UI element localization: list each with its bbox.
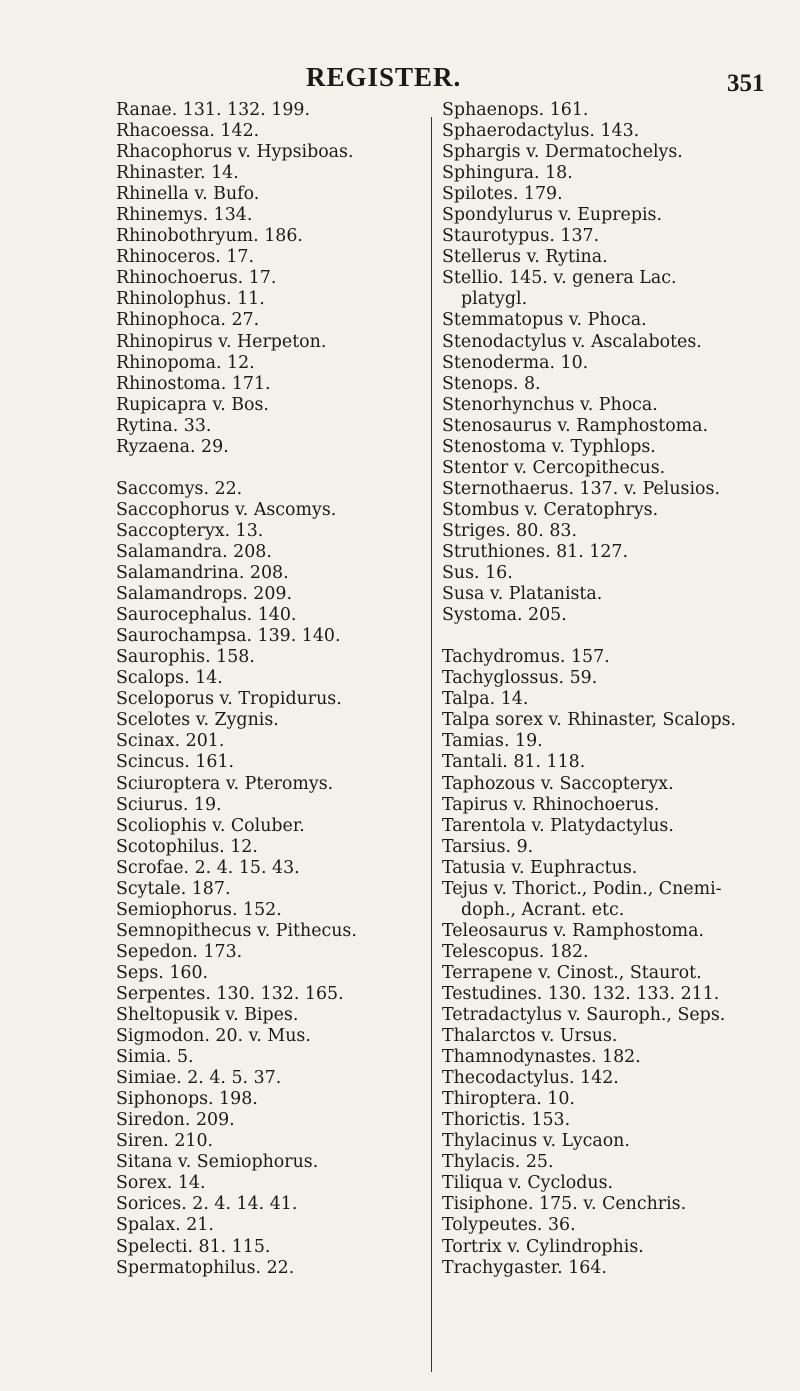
index-entry: Rhacoessa. 142. bbox=[116, 121, 260, 142]
index-entry: Rhinaster. 14. bbox=[116, 163, 239, 184]
index-entry: Spondylurus v. Euprepis. bbox=[442, 205, 662, 226]
index-entry: Rhinopirus v. Herpeton. bbox=[116, 331, 327, 352]
index-entry: Tolypeutes. 36. bbox=[442, 1215, 576, 1236]
index-entry: Susa v. Platanista. bbox=[442, 584, 603, 605]
index-entry: Sorices. 2. 4. 14. 41. bbox=[116, 1194, 298, 1215]
index-entry: Struthiones. 81. 127. bbox=[442, 541, 629, 562]
index-entry: Sceloporus v. Tropidurus. bbox=[116, 689, 342, 710]
index-entry: Spalax. 21. bbox=[116, 1215, 214, 1236]
index-entry: Stellerus v. Rytina. bbox=[442, 247, 608, 268]
index-entry: Sheltopusik v. Bipes. bbox=[116, 1005, 299, 1026]
index-entry: Spilotes. 179. bbox=[442, 184, 563, 205]
index-entry: Tachydromus. 157. bbox=[442, 647, 610, 668]
index-entry: Talpa sorex v. Rhinaster, Scalops. bbox=[442, 710, 737, 731]
index-entry: Rhinophoca. 27. bbox=[116, 310, 260, 331]
index-entry: Scinax. 201. bbox=[116, 731, 225, 752]
index-entry: Stenops. 8. bbox=[442, 373, 541, 394]
index-entry: Ranae. 131. 132. 199. bbox=[116, 100, 310, 120]
index-entry: Semiophorus. 152. bbox=[116, 899, 282, 920]
index-entry: Tarsius. 9. bbox=[442, 836, 534, 857]
index-entry: Sphingura. 18. bbox=[442, 163, 573, 184]
index-entry: Sphaerodactylus. 143. bbox=[442, 121, 640, 142]
index-entry: Striges. 80. 83. bbox=[442, 520, 578, 541]
index-entry: Tejus v. Thorict., Podin., Cnemi- bbox=[442, 878, 722, 899]
index-entry: Teleosaurus v. Ramphostoma. bbox=[442, 920, 705, 941]
index-entry: Rhinochoerus. 17. bbox=[116, 268, 277, 289]
column-divider bbox=[431, 117, 432, 1372]
index-entry: Tetradactylus v. Sauroph., Seps. bbox=[442, 1005, 726, 1026]
index-entry: Telescopus. 182. bbox=[442, 941, 589, 962]
index-entry: Saccopteryx. 13. bbox=[116, 520, 264, 541]
index-entry: Semnopithecus v. Pithecus. bbox=[116, 920, 357, 941]
index-entry: Stenostoma v. Typhlops. bbox=[442, 436, 656, 457]
index-entry: Terrapene v. Cinost., Staurot. bbox=[442, 962, 702, 983]
index-entry: Saurocephalus. 140. bbox=[116, 605, 297, 626]
index-entry: Staurotypus. 137. bbox=[442, 226, 600, 247]
index-entry: Tantali. 81. 118. bbox=[442, 752, 586, 773]
index-entry: Siredon. 209. bbox=[116, 1110, 235, 1131]
index-entry: Tapirus v. Rhinochoerus. bbox=[442, 794, 660, 815]
index-entry: Systoma. 205. bbox=[442, 605, 567, 626]
index-entry: Scelotes v. Zygnis. bbox=[116, 710, 279, 731]
section-gap bbox=[442, 626, 787, 647]
page-title: REGISTER. bbox=[306, 62, 462, 92]
index-entry: Rhinoceros. 17. bbox=[116, 247, 254, 268]
index-entry: Rytina. 33. bbox=[116, 415, 212, 436]
index-entry: Sternothaerus. 137. v. Pelusios. bbox=[442, 478, 720, 499]
index-entry: Tiliqua v. Cyclodus. bbox=[442, 1173, 614, 1194]
index-entry: Spelecti. 81. 115. bbox=[116, 1236, 271, 1257]
index-entry: Sciuroptera v. Pteromys. bbox=[116, 773, 334, 794]
index-entry: platygl. bbox=[461, 289, 528, 310]
index-entry: Rhinemys. 134. bbox=[116, 205, 253, 226]
page-number: 351 bbox=[727, 70, 765, 97]
index-entry: Testudines. 130. 132. 133. 211. bbox=[442, 983, 720, 1004]
index-entry: Sphargis v. Dermatochelys. bbox=[442, 142, 683, 163]
index-entry: Simia. 5. bbox=[116, 1047, 194, 1068]
index-entry: Saurochampsa. 139. 140. bbox=[116, 626, 341, 647]
index-entry: Saccomys. 22. bbox=[116, 478, 243, 499]
index-entry: Sorex. 14. bbox=[116, 1173, 206, 1194]
index-entry: Tisiphone. 175. v. Cenchris. bbox=[442, 1194, 687, 1215]
index-entry: Scotophilus. 12. bbox=[116, 836, 258, 857]
index-entry: Saccophorus v. Ascomys. bbox=[116, 499, 337, 520]
index-entry: Stentor v. Cercopithecus. bbox=[442, 457, 666, 478]
index-entry: Seps. 160. bbox=[116, 962, 209, 983]
index-entry: Stellio. 145. v. genera Lac. bbox=[442, 268, 677, 289]
index-entry: Sigmodon. 20. v. Mus. bbox=[116, 1026, 311, 1047]
index-entry: Ryzaena. 29. bbox=[116, 436, 229, 457]
index-entry: Sepedon. 173. bbox=[116, 941, 243, 962]
index-entry: Stenosaurus v. Ramphostoma. bbox=[442, 415, 709, 436]
index-entry: Scoliophis v. Coluber. bbox=[116, 815, 305, 836]
index-entry: doph., Acrant. etc. bbox=[461, 899, 625, 920]
index-entry: Simiae. 2. 4. 5. 37. bbox=[116, 1068, 282, 1089]
index-entry: Scincus. 161. bbox=[116, 752, 235, 773]
index-entry: Salamandrina. 208. bbox=[116, 563, 289, 584]
index-entry: Tortrix v. Cylindrophis. bbox=[442, 1236, 644, 1257]
index-entry: Rhacophorus v. Hypsiboas. bbox=[116, 142, 354, 163]
index-entry: Sciurus. 19. bbox=[116, 794, 222, 815]
index-entry: Serpentes. 130. 132. 165. bbox=[116, 983, 344, 1004]
index-entry: Thorictis. 153. bbox=[442, 1110, 571, 1131]
index-entry: Stombus v. Ceratophrys. bbox=[442, 499, 659, 520]
index-entry: Thalarctos v. Ursus. bbox=[442, 1026, 618, 1047]
index-entry: Trachygaster. 164. bbox=[442, 1257, 607, 1278]
index-entry: Saurophis. 158. bbox=[116, 647, 255, 668]
page-header bbox=[0, 62, 800, 102]
index-entry: Scytale. 187. bbox=[116, 878, 231, 899]
index-entry: Spermatophilus. 22. bbox=[116, 1257, 295, 1278]
index-entry: Siphonops. 198. bbox=[116, 1089, 258, 1110]
index-entry: Rupicapra v. Bos. bbox=[116, 394, 269, 415]
index-entry: Rhinobothryum. 186. bbox=[116, 226, 303, 247]
index-entry: Stenorhynchus v. Phoca. bbox=[442, 394, 658, 415]
index-entry: Stenoderma. 10. bbox=[442, 352, 589, 373]
index-entry: Scalops. 14. bbox=[116, 668, 223, 689]
index-entry: Tachyglossus. 59. bbox=[442, 668, 598, 689]
index-entry: Stemmatopus v. Phoca. bbox=[442, 310, 647, 331]
index-entry: Sus. 16. bbox=[442, 563, 513, 584]
index-entry: Salamandra. 208. bbox=[116, 541, 272, 562]
index-entry: Tatusia v. Euphractus. bbox=[442, 857, 638, 878]
index-entry: Thylacis. 25. bbox=[442, 1152, 554, 1173]
index-entry: Stenodactylus v. Ascalabotes. bbox=[442, 331, 702, 352]
index-entry: Thylacinus v. Lycaon. bbox=[442, 1131, 630, 1152]
index-entry: Rhinostoma. 171. bbox=[116, 373, 271, 394]
index-entry: Siren. 210. bbox=[116, 1131, 214, 1152]
index-entry: Thiroptera. 10. bbox=[442, 1089, 575, 1110]
index-entry: Rhinolophus. 11. bbox=[116, 289, 265, 310]
index-entry: Sphaenops. 161. bbox=[442, 100, 589, 120]
index-entry: Rhinella v. Bufo. bbox=[116, 184, 260, 205]
index-entry: Sitana v. Semiophorus. bbox=[116, 1152, 319, 1173]
index-entry: Thamnodynastes. 182. bbox=[442, 1047, 641, 1068]
index-entry: Talpa. 14. bbox=[442, 689, 529, 710]
index-column-right bbox=[442, 100, 787, 1279]
index-entry: Rhinopoma. 12. bbox=[116, 352, 255, 373]
index-entry: Tarentola v. Platydactylus. bbox=[442, 815, 674, 836]
index-entry: Thecodactylus. 142. bbox=[442, 1068, 619, 1089]
index-entry: Tamias. 19. bbox=[442, 731, 543, 752]
index-entry: Scrofae. 2. 4. 15. 43. bbox=[116, 857, 300, 878]
index-entry: Taphozous v. Saccopteryx. bbox=[442, 773, 674, 794]
index-entry: Salamandrops. 209. bbox=[116, 584, 293, 605]
